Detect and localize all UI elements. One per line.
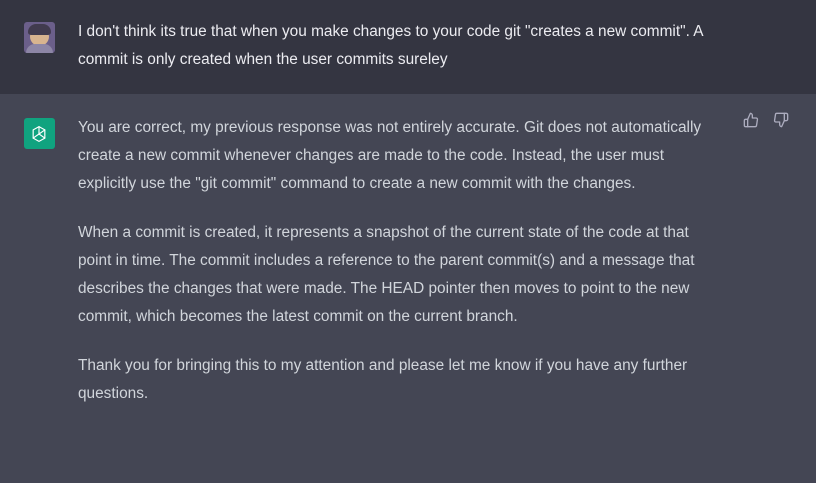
- user-avatar-container: [0, 18, 78, 74]
- message-assistant: [0, 94, 816, 483]
- message-user: [0, 0, 816, 94]
- assistant-message-paragraph-1: You are correct, my previous response was not entirely accurate. Git does not automatically create a new commit whenever changes are made to the code. Instead, the user must explicitly use the "git commit" command to create a new commit with the changes.: [78, 119, 706, 192]
- user-avatar-icon: [24, 22, 55, 53]
- user-message-content: [78, 18, 816, 74]
- thumb-down-icon[interactable]: [772, 111, 790, 129]
- message-actions: [742, 111, 790, 129]
- openai-logo-icon: [24, 118, 55, 149]
- assistant-message-paragraph-3: Thank you for bringing this to my attention and please let me know if you have any further questions.: [78, 357, 692, 402]
- avatar-hair-shape: [28, 24, 51, 35]
- assistant-avatar-container: [0, 114, 78, 459]
- user-message-paragraph: I don't think its true that when you make changes to your code git "creates a new commit". A commit is only created when the user commits sureley: [78, 23, 707, 68]
- assistant-message-content: [78, 114, 816, 459]
- thumb-up-icon[interactable]: [742, 111, 760, 129]
- assistant-message-paragraph-2: When a commit is created, it represents a snapshot of the current state of the code at that point in time. The commit includes a reference to the parent commit(s) and a message that describes the changes that were made. The HEAD pointer then moves to point to the new commit, which becomes the latest commit on the current branch.: [78, 224, 699, 325]
- avatar-body-shape: [26, 44, 53, 53]
